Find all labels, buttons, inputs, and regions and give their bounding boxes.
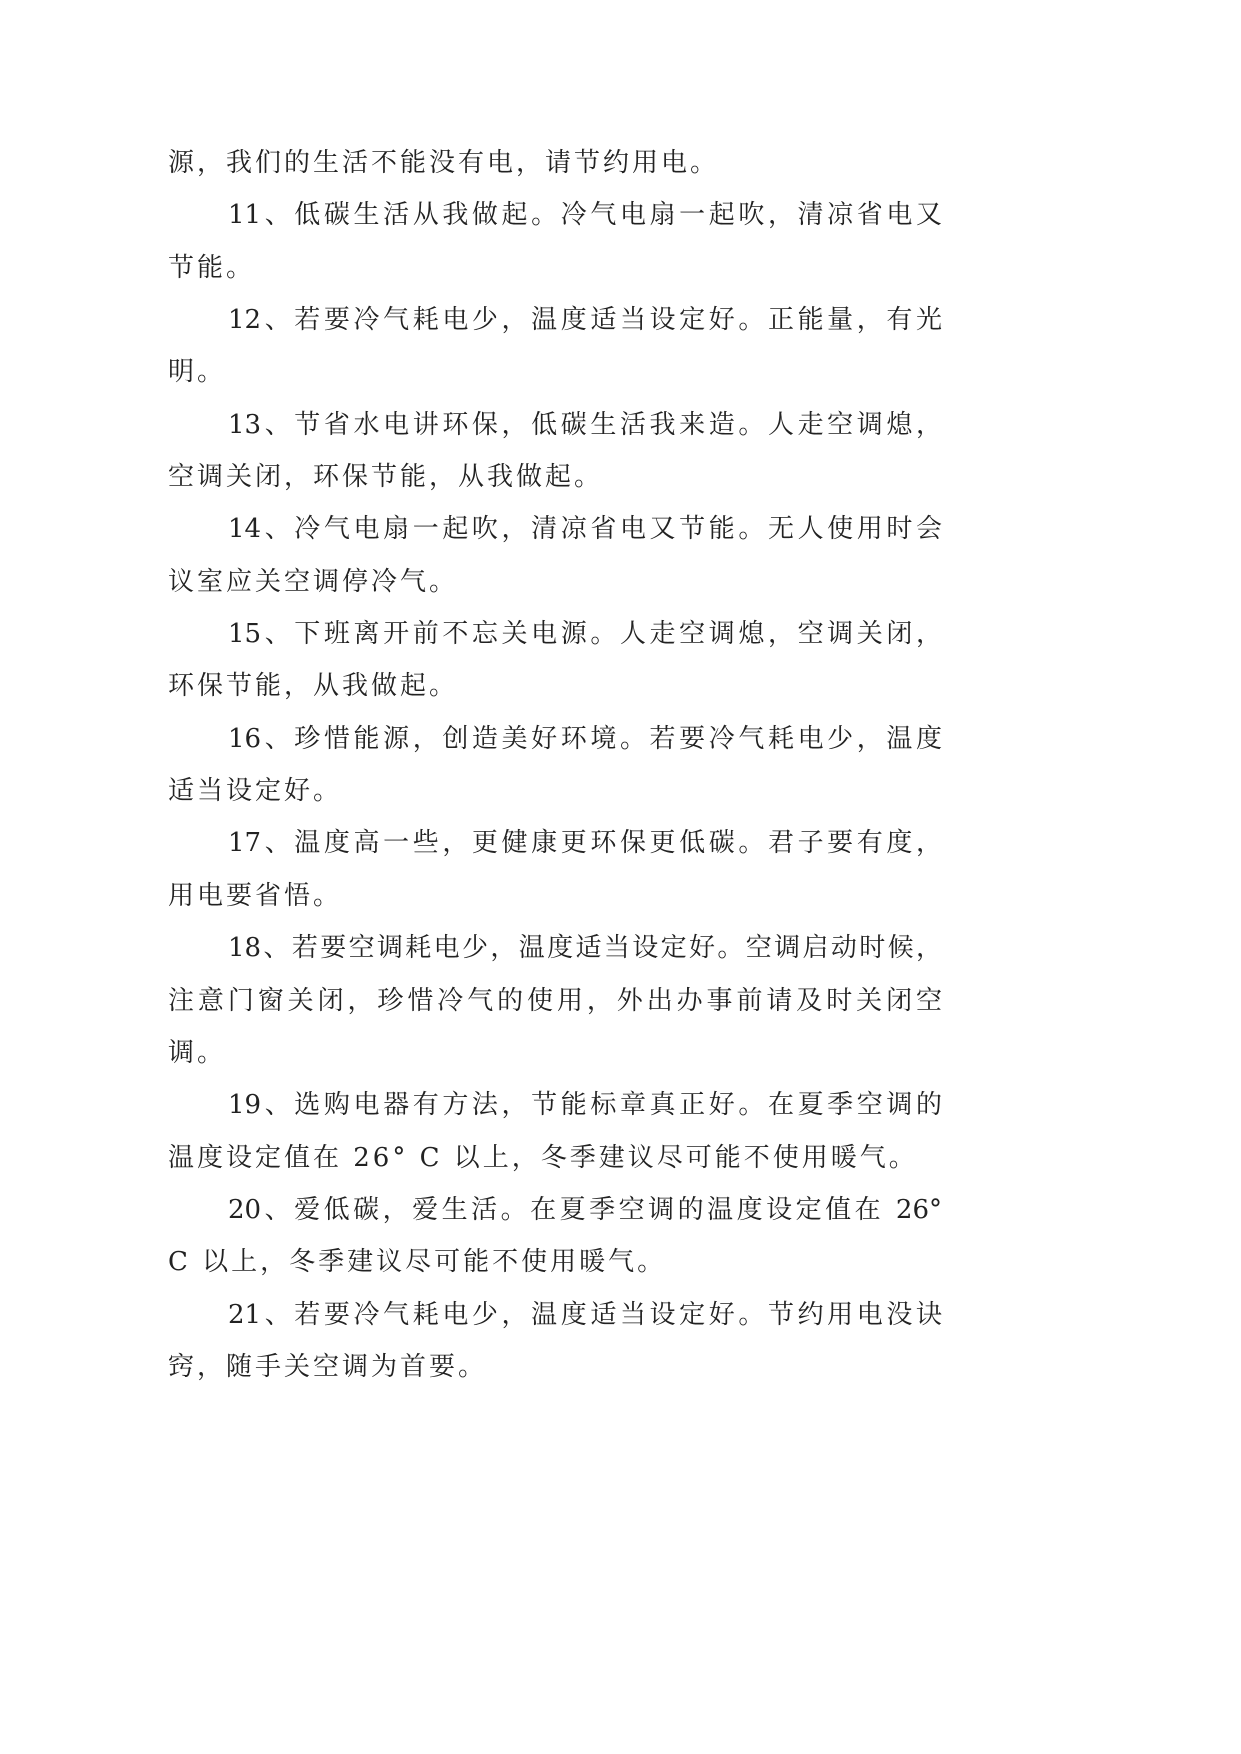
- paragraph-line: 用电要省悟。: [168, 880, 343, 911]
- paragraph-line: 空调关闭，环保节能，从我做起。: [168, 462, 604, 493]
- list-item-16: [168, 713, 942, 818]
- paragraph-line: 19、选购电器有方法，节能标章真正好。在夏季空调的: [228, 1090, 942, 1121]
- paragraph-line: 议室应关空调停冷气。: [168, 566, 459, 597]
- paragraph-line: 18、若要空调耗电少，温度适当设定好。空调启动时候，: [228, 933, 942, 964]
- list-item-21: [168, 1289, 942, 1394]
- continuation-paragraph: [168, 137, 942, 189]
- paragraph-line: 节能。: [168, 252, 256, 283]
- paragraph-line: 13、节省水电讲环保，低碳生活我来造。人走空调熄，: [228, 409, 942, 440]
- list-item-20: [168, 1184, 942, 1289]
- paragraph-line: 14、冷气电扇一起吹，清凉省电又节能。无人使用时会: [228, 514, 942, 545]
- list-item-12: [168, 294, 942, 399]
- list-item-17: [168, 817, 942, 922]
- list-item-14: [168, 503, 942, 608]
- list-item-11: [168, 189, 942, 294]
- paragraph-line: C 以上，冬季建议尽可能不使用暖气。: [168, 1247, 667, 1278]
- list-item-15: [168, 608, 942, 713]
- paragraph-line: 16、珍惜能源，创造美好环境。若要冷气耗电少，温度: [228, 723, 942, 754]
- paragraph-line: 21、若要冷气耗电少，温度适当设定好。节约用电没诀: [228, 1299, 942, 1330]
- paragraph-line: 环保节能，从我做起。: [168, 671, 459, 702]
- paragraph-line: 窍，随手关空调为首要。: [168, 1351, 488, 1382]
- paragraph-line: 17、温度高一些，更健康更环保更低碳。君子要有度，: [228, 828, 942, 859]
- paragraph-line: 20、爱低碳，爱生活。在夏季空调的温度设定值在 26°: [228, 1194, 942, 1225]
- document-page: [168, 137, 942, 1393]
- paragraph-line: 明。: [168, 357, 227, 388]
- paragraph-line: 注意门窗关闭，珍惜冷气的使用，外出办事前请及时关闭空: [168, 985, 942, 1016]
- paragraph-line: 适当设定好。: [168, 776, 343, 807]
- list-item-13: [168, 399, 942, 504]
- paragraph-line: 15、下班离开前不忘关电源。人走空调熄，空调关闭，: [228, 619, 942, 650]
- list-item-18: [168, 922, 942, 1079]
- paragraph-line: 调。: [168, 1037, 227, 1068]
- paragraph-line: 源，我们的生活不能没有电，请节约用电。: [168, 148, 720, 178]
- paragraph-line: 12、若要冷气耗电少，温度适当设定好。正能量，有光: [228, 305, 942, 336]
- list-item-19: [168, 1079, 942, 1184]
- paragraph-line: 温度设定值在 26° C 以上，冬季建议尽可能不使用暖气。: [168, 1142, 918, 1173]
- paragraph-line: 11、低碳生活从我做起。冷气电扇一起吹，清凉省电又: [228, 200, 942, 231]
